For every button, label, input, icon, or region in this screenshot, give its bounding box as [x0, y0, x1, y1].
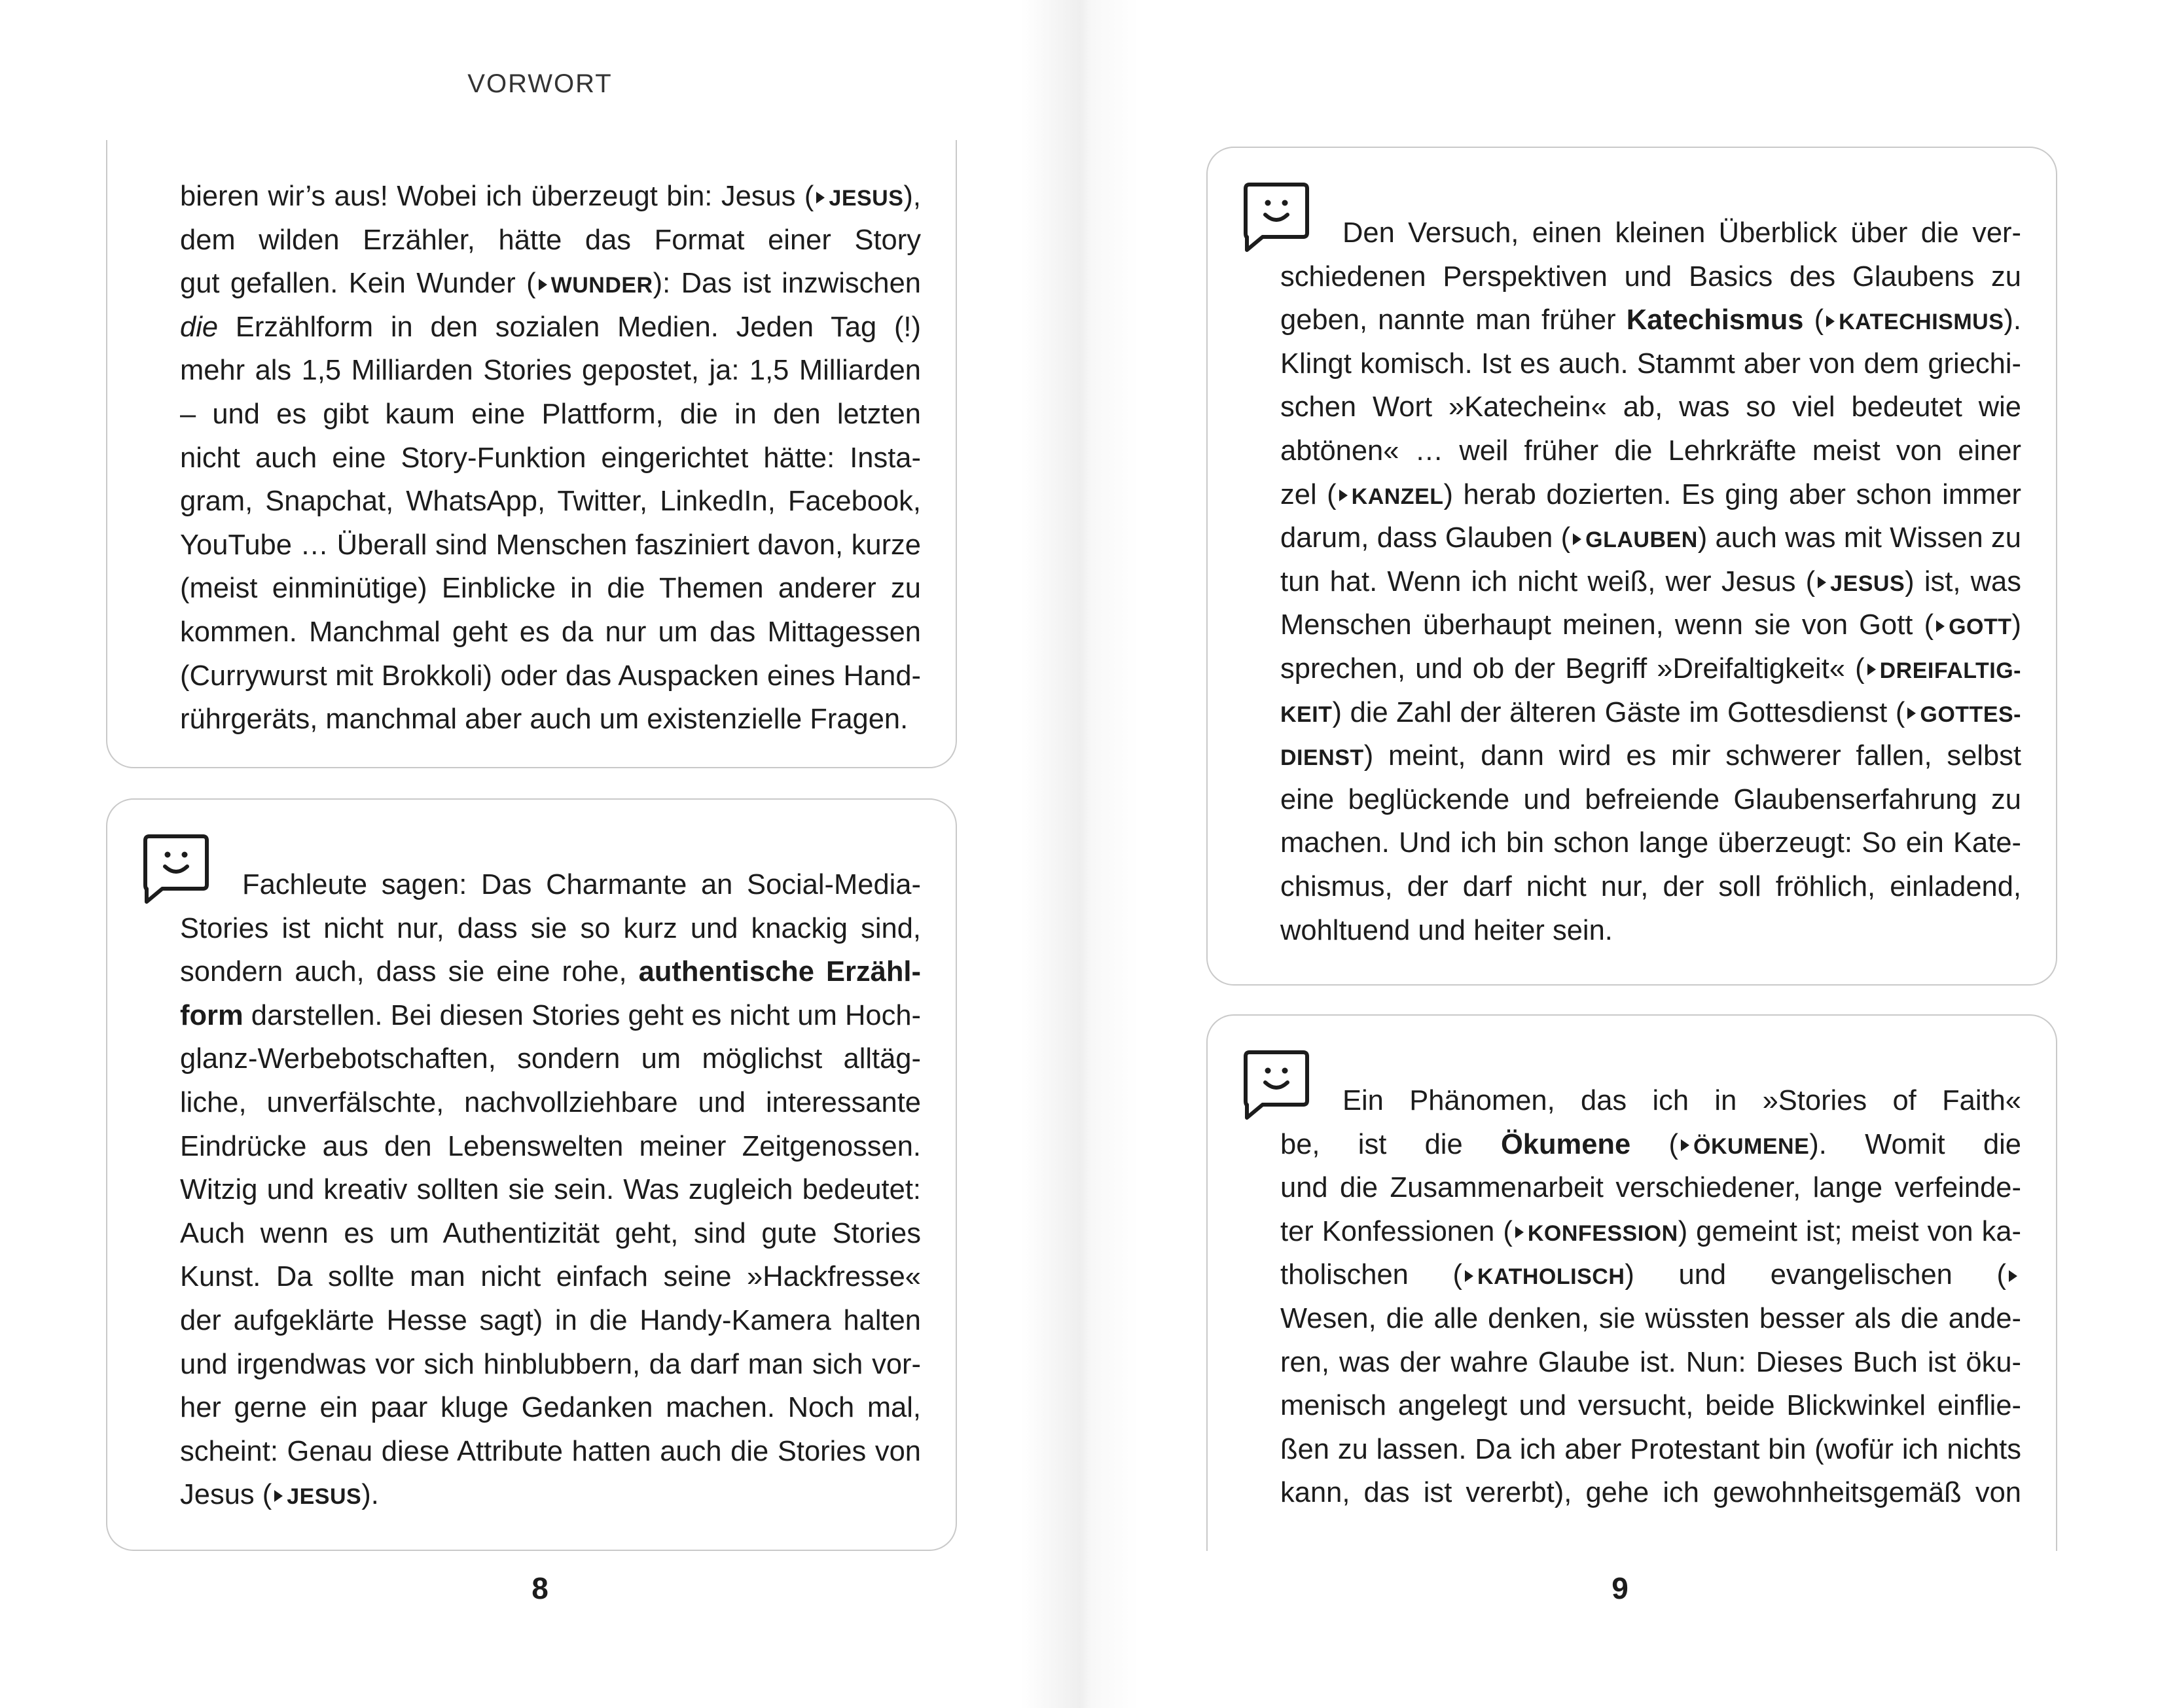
text-line: [1280, 1210, 2021, 1254]
cross-reference-arrow-icon: [1936, 620, 1945, 632]
bold-term: form: [180, 999, 243, 1031]
text-segment: Jesus (: [180, 1479, 272, 1511]
text-segment: mehr als 1,5 Milliarden Stories gepostet, ja: 1,5 Milliarden: [180, 355, 921, 387]
text-segment: chismus, der darf nicht nur, der soll fröhlich, einladend,: [1280, 870, 2021, 902]
text-segment: ) meint, dann wird es mir schwerer fallen, selbst: [1363, 740, 2021, 772]
text-segment: Erzählform in den sozialen Medien. Jeden Tag (!): [235, 311, 921, 343]
text-segment: machen. Und ich bin schon lange überzeugt: So ein Kate-: [1280, 827, 2021, 859]
text-segment: zel (: [1280, 478, 1337, 510]
text-segment: ter Konfessionen (: [1280, 1215, 1513, 1247]
text-line: [1280, 1253, 2021, 1297]
glossary-reference: KEIT: [1280, 702, 1333, 727]
text-line: [1280, 473, 2021, 517]
text-line: [180, 654, 921, 698]
cross-reference-arrow-icon: [274, 1490, 283, 1502]
text-segment: her gerne ein paar kluge Gedanken machen. Noch mal,: [180, 1392, 921, 1424]
text-segment: ) herab dozierten. Es ging aber schon immer: [1443, 478, 2021, 510]
text-line: [1280, 691, 2021, 735]
cross-reference-arrow-icon: [1465, 1270, 1473, 1282]
glossary-reference: DIENST: [1280, 745, 1364, 771]
glossary-reference: KANZEL: [1351, 484, 1444, 509]
text-segment: Den Versuch, einen kleinen Überblick über die ver-: [1342, 217, 2021, 249]
bold-term: authentische Erzähl-: [638, 956, 921, 988]
text-line: [180, 1299, 921, 1343]
running-head: VORWORT: [467, 69, 613, 98]
text-segment: Ein Phänomen, das ich in »Stories of Faith«: [1342, 1085, 2021, 1116]
text-line: [1280, 298, 2021, 342]
text-segment: ).: [2004, 304, 2021, 336]
text-line: [180, 1473, 921, 1517]
text-line: [1280, 342, 2021, 386]
cross-reference-arrow-icon: [1681, 1139, 1689, 1151]
text-segment: YouTube … Überall sind Menschen fasziniert davon, kurze: [180, 529, 921, 561]
text-segment: geben, nannte man früher: [1280, 304, 1627, 336]
text-segment: Fachleute sagen: Das Charmante an Social-Media-: [242, 869, 921, 900]
text-segment: Eindrücke aus den Lebenswelten meiner Zeitgenossen.: [180, 1130, 921, 1162]
text-line: [180, 1037, 921, 1081]
text-line: [180, 524, 921, 567]
text-segment: kommen. Manchmal geht es da nur um das Mittagessen: [180, 616, 921, 648]
cross-reference-arrow-icon: [1818, 577, 1826, 588]
text-segment: sprechen, und ob der Begriff »Dreifaltigkeit« (: [1280, 652, 1865, 685]
text-line: [180, 219, 921, 262]
text-segment: ßen zu lassen. Da ich aber Protestant bin (wofür ich nichts: [1280, 1433, 2021, 1465]
text-segment: ) auch was mit Wissen zu: [1697, 522, 2021, 554]
text-segment: ). Womit die: [1809, 1128, 2021, 1160]
box-text: [1280, 1079, 2021, 1515]
text-segment: ren, was der wahre Glaube ist. Nun: Dieses Buch ist öku-: [1280, 1346, 2021, 1378]
text-segment: rührgeräts, manchmal aber auch um existenzielle Fragen.: [180, 703, 909, 736]
glossary-reference: GOTT: [1949, 614, 2012, 640]
text-line: [1280, 1123, 2021, 1167]
text-segment: (: [1803, 304, 1824, 336]
text-segment: Wesen, die alle denken, sie wüssten besser als die ande-: [1280, 1302, 2021, 1334]
text-line: [1280, 1079, 2021, 1123]
glossary-reference: JESUS: [1830, 571, 1905, 596]
text-line: [180, 863, 921, 907]
text-line: [1280, 1166, 2021, 1210]
box-text: [1280, 211, 2021, 952]
text-line: [1280, 385, 2021, 429]
text-line: [180, 698, 921, 741]
glossary-reference: DREIFALTIG-: [1879, 658, 2021, 683]
text-segment: ) die Zahl der älteren Gäste im Gottesdienst (: [1332, 696, 1905, 728]
text-segment: ),: [903, 181, 921, 212]
text-segment: und die Zusammenarbeit verschiedener, lange verfeinde-: [1280, 1172, 2021, 1204]
glossary-reference: KATECHISMUS: [1839, 310, 2004, 335]
cross-reference-arrow-icon: [1339, 489, 1348, 501]
cross-reference-arrow-icon: [816, 192, 825, 204]
text-box-social-media: [106, 798, 957, 1551]
cross-reference-arrow-icon: [1907, 707, 1916, 719]
text-line: [1280, 1297, 2021, 1341]
text-line: [180, 480, 921, 524]
text-segment: ) und evangelischen (: [1625, 1259, 2006, 1291]
glossary-reference: KONFESSION: [1527, 1220, 1678, 1246]
text-segment: und irgendwas vor sich hinblubbern, da darf man sich vor-: [180, 1348, 921, 1380]
text-segment: gram, Snapchat, WhatsApp, Twitter, LinkedIn, Facebook,: [180, 486, 921, 518]
text-segment: tholischen (: [1280, 1259, 1463, 1291]
text-segment: schen Wort »Katechein« ab, was so viel bedeutet wie: [1280, 391, 2021, 423]
text-line: [180, 1430, 921, 1474]
text-line: [1280, 821, 2021, 865]
text-box-continued: [106, 140, 957, 768]
text-segment: Kunst. Da sollte man nicht einfach seine »Hackfresse«: [180, 1261, 921, 1293]
glossary-reference: GOTTES-: [1920, 702, 2021, 727]
text-segment: (meist einminütige) Einblicke in die Themen anderer zu: [180, 573, 921, 605]
text-line: [180, 1255, 921, 1299]
text-segment: abtönen« … weil früher die Lehrkräfte meist von einer: [1280, 435, 2021, 467]
text-line: [1280, 1384, 2021, 1428]
text-segment: darstellen. Bei diesen Stories geht es nicht um Hoch-: [243, 999, 921, 1031]
text-segment: be, ist die: [1280, 1128, 1501, 1160]
text-segment: ) gemeint ist; meist von ka-: [1678, 1215, 2021, 1247]
italic-text: die: [180, 311, 219, 343]
text-line: [180, 262, 921, 306]
bold-term: Ökumene: [1500, 1128, 1631, 1160]
text-segment: menisch angelegt und versucht, beide Blickwinkel einflie-: [1280, 1390, 2021, 1422]
text-line: [1280, 865, 2021, 909]
text-line: [180, 950, 921, 994]
text-line: [1280, 734, 2021, 778]
box-text: [180, 863, 921, 1517]
text-segment: schiedenen Perspektiven und Basics des Glaubens zu: [1280, 260, 2021, 293]
text-segment: wohltuend und heiter sein.: [1280, 914, 1613, 946]
text-line: [1280, 429, 2021, 473]
text-line: [180, 907, 921, 951]
glossary-reference: JESUS: [287, 1484, 362, 1510]
glossary-reference: KATHOLISCH: [1477, 1264, 1625, 1290]
cross-reference-arrow-icon: [1515, 1226, 1524, 1238]
text-segment: Menschen überhaupt meinen, wenn sie von Gott (: [1280, 609, 1934, 641]
text-line: [180, 175, 921, 219]
text-segment: Auch wenn es um Authentizität geht, sind gute Stories: [180, 1217, 921, 1249]
text-segment: ) ist, was: [1905, 565, 2021, 597]
text-segment: scheint: Genau diese Attribute hatten auch die Stories von: [180, 1435, 921, 1467]
text-segment: Klingt komisch. Ist es auch. Stammt aber von dem griechi-: [1280, 347, 2021, 380]
text-segment: darum, dass Glauben (: [1280, 522, 1571, 554]
cross-reference-arrow-icon: [1826, 315, 1835, 327]
cross-reference-arrow-icon: [1573, 533, 1581, 545]
text-segment: dem wilden Erzähler, hätte das Format einer Story: [180, 224, 921, 256]
page-number: 9: [1611, 1571, 1629, 1605]
text-segment: ): [2011, 609, 2021, 641]
text-line: [1280, 516, 2021, 560]
cross-reference-arrow-icon: [539, 279, 547, 291]
text-line: [180, 1168, 921, 1212]
text-line: [1280, 1428, 2021, 1472]
text-segment: tun hat. Wenn ich nicht weiß, wer Jesus (: [1280, 565, 1816, 597]
text-segment: sondern auch, dass sie eine rohe,: [180, 956, 639, 988]
text-segment: ).: [361, 1479, 379, 1511]
text-line: [180, 436, 921, 480]
text-segment: glanz-Werbebotschaften, sondern um möglichst alltäg-: [180, 1043, 921, 1075]
text-line: [180, 611, 921, 654]
text-segment: Stories ist nicht nur, dass sie so kurz und knackig sind,: [180, 912, 921, 944]
text-line: [1280, 1471, 2021, 1515]
text-line: [180, 306, 921, 349]
text-segment: gut gefallen. Kein Wunder (: [180, 268, 536, 300]
text-line: [1280, 909, 2021, 953]
text-box-oekumene: [1206, 1014, 2057, 1551]
page-number: 8: [531, 1571, 549, 1605]
glossary-reference: ÖKUMENE: [1693, 1133, 1810, 1159]
text-segment: (Currywurst mit Brokkoli) oder das Auspacken eines Hand-: [180, 660, 921, 692]
text-segment: Witzig und kreativ sollten sie sein. Was zugleich bedeutet:: [180, 1174, 921, 1206]
text-segment: der aufgeklärte Hesse sagt) in die Handy-Kamera halten: [180, 1304, 921, 1336]
bold-term: Katechismus: [1626, 304, 1804, 336]
text-segment: nicht auch eine Story-Funktion eingerichtet hätte: Insta-: [180, 442, 921, 474]
glossary-reference: GLAUBEN: [1585, 527, 1698, 553]
text-line: [1280, 560, 2021, 604]
cross-reference-arrow-icon: [1867, 664, 1876, 675]
text-line: [1280, 603, 2021, 647]
text-line: [1280, 1341, 2021, 1385]
cross-reference-arrow-icon: [2009, 1270, 2017, 1282]
right-page: [1080, 0, 2160, 1708]
text-segment: eine beglückende und befreiende Glaubenserfahrung zu: [1280, 783, 2021, 815]
text-segment: liche, unverfälschte, nachvollziehbare und interessante: [180, 1086, 921, 1118]
text-box-katechismus: [1206, 147, 2057, 986]
text-line: [180, 1343, 921, 1387]
box-text: [180, 175, 921, 741]
text-line: [180, 393, 921, 436]
text-line: [180, 349, 921, 393]
text-line: [1280, 778, 2021, 822]
text-segment: kann, das ist vererbt), gehe ich gewohnheitsgemäß von: [1280, 1477, 2021, 1509]
text-line: [1280, 211, 2021, 255]
text-line: [1280, 255, 2021, 299]
text-segment: (: [1630, 1128, 1678, 1160]
text-line: [180, 1125, 921, 1169]
text-segment: bieren wir’s aus! Wobei ich überzeugt bin: Jesus (: [180, 181, 814, 212]
glossary-reference: JESUS: [829, 186, 904, 211]
text-line: [180, 994, 921, 1038]
text-line: [180, 1212, 921, 1256]
text-segment: ): Das ist inzwischen: [653, 268, 921, 300]
text-line: [1280, 647, 2021, 691]
text-line: [180, 1081, 921, 1125]
text-segment: – und es gibt kaum eine Plattform, die in den letzten: [180, 398, 921, 430]
glossary-reference: WUNDER: [550, 273, 653, 298]
text-line: [180, 1386, 921, 1430]
text-line: [180, 567, 921, 611]
